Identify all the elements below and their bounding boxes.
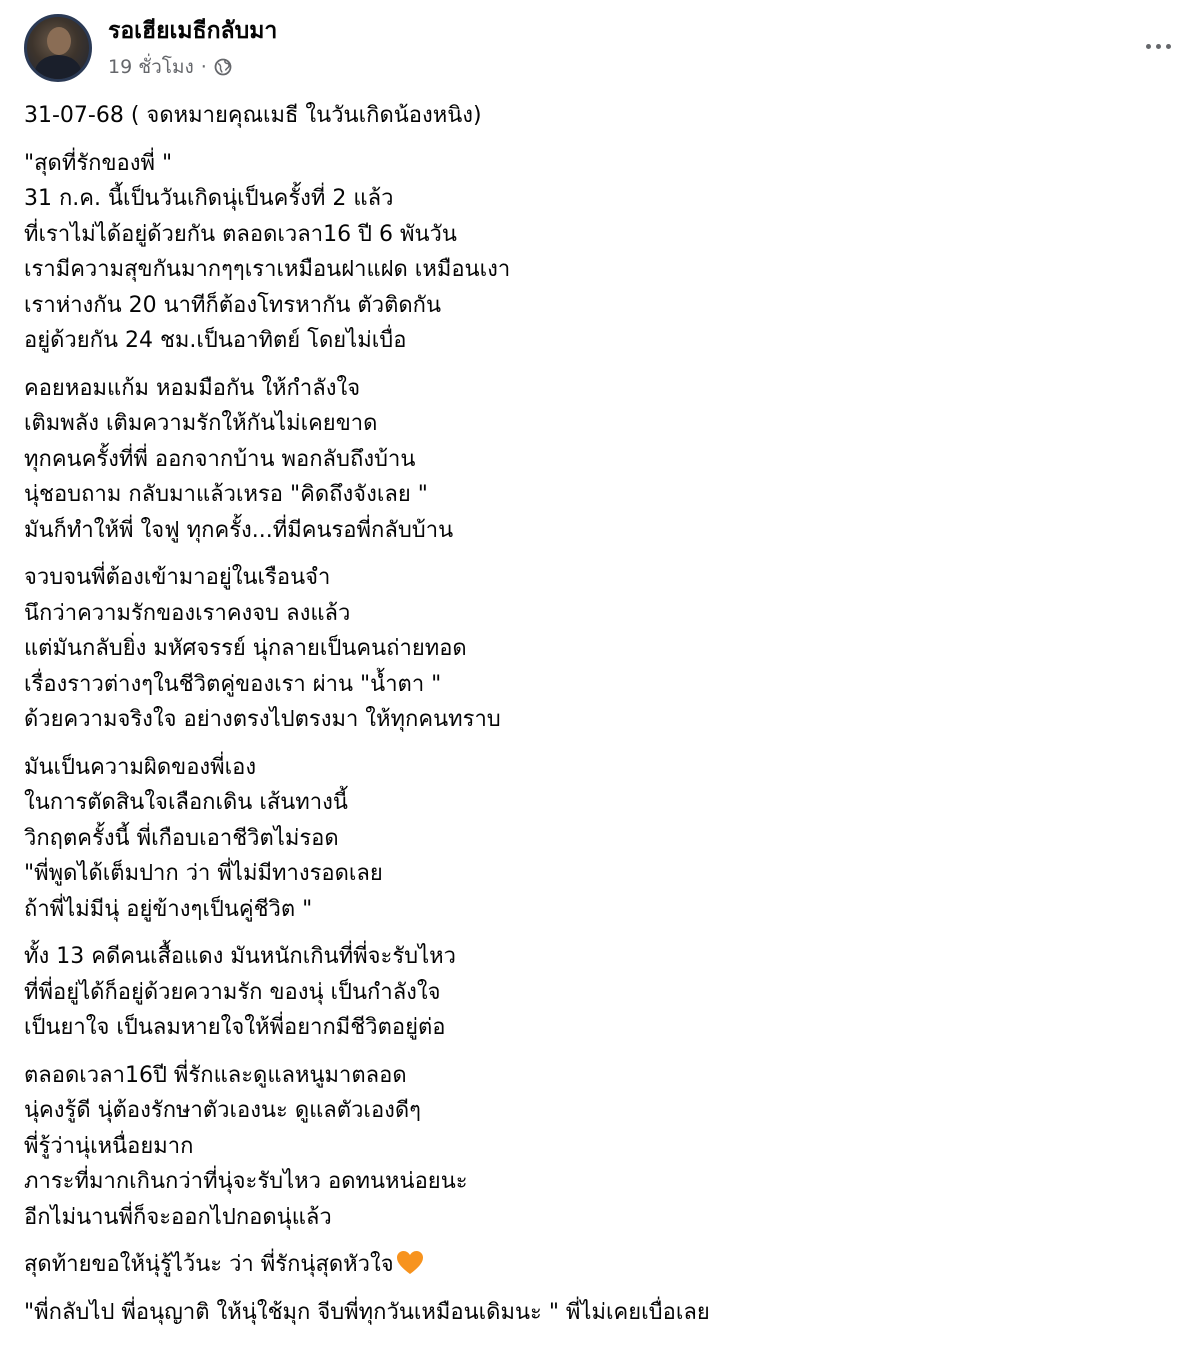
paragraph <box>24 750 1174 928</box>
more-dot <box>1146 44 1151 49</box>
text-line: ตลอดเวลา16ปี พี่รักและดูแลหนูมาตลอด <box>24 1062 407 1088</box>
text-line: ที่พี่อยู่ได้ก็อยู่ด้วยความรัก ของนุ่ เป็นกำลังใจ <box>24 979 441 1005</box>
post-date-line: 31-07-68 ( จดหมายคุณเมธี ในวันเกิดน้องหนิง) <box>24 103 482 128</box>
text-line: ด้วยความจริงใจ อย่างตรงไปตรงมา ให้ทุกคนทราบ <box>24 707 501 732</box>
avatar-head <box>47 27 71 55</box>
text-line: "พี่พูดได้เต็มปาก ว่า พี่ไม่มีทางรอดเลย <box>24 861 383 886</box>
text-line: นึกว่าความรักของเราคงจบ ลงแล้ว <box>24 600 351 626</box>
more-dot <box>1156 44 1161 49</box>
author-name[interactable]: รอเฮียเมธีกลับมา <box>108 18 278 44</box>
globe-icon[interactable] <box>214 58 232 76</box>
paragraph <box>24 1295 1174 1331</box>
post-timestamp[interactable]: 19 ชั่วโมง <box>108 56 194 78</box>
more-options-button[interactable] <box>1138 28 1178 64</box>
text-line: อีกไม่นานพี่ก็จะออกไปกอดนุ่แล้ว <box>24 1204 332 1230</box>
post-content <box>24 98 1174 1342</box>
paragraph <box>24 371 1174 549</box>
paragraph <box>24 1247 1174 1283</box>
paragraph <box>24 1058 1174 1236</box>
text-line: เป็นยาใจ เป็นลมหายใจให้พี่อยากมีชีวิตอยู่ต่อ <box>24 1015 446 1040</box>
text-line: แต่มันกลับยิ่ง มหัศจรรย์ นุ่กลายเป็นคนถ่ายทอด <box>24 636 467 661</box>
text-line: ที่เราไม่ได้อยู่ด้วยกัน ตลอดเวลา16 ปี 6 พันวัน <box>24 221 457 247</box>
text-line: เติมพลัง เติมความรักให้กันไม่เคยขาด <box>24 411 378 436</box>
text-line: เรื่องราวต่างๆในชีวิตคู่ของเรา ผ่าน "น้ำตา " <box>24 671 442 697</box>
final-line: "พี่กลับไป พี่อนุญาติ ให้นุ่ใช้มุก จีบพี่ทุกวันเหมือนเดิมนะ " พี่ไม่เคยเบื่อเลย <box>24 1299 710 1325</box>
text-line: วิกฤตครั้งนี้ พี่เกือบเอาชีวิตไม่รอด <box>24 825 339 851</box>
text-line: อยู่ด้วยกัน 24 ชม.เป็นอาทิตย์ โดยไม่เบื่อ <box>24 328 407 353</box>
text-line: จวบจนพี่ต้องเข้ามาอยู่ในเรือนจำ <box>24 565 331 590</box>
text-line: ในการตัดสินใจเลือกเดิน เส้นทางนี้ <box>24 790 348 815</box>
text-line: 31 ก.ค. นี้เป็นวันเกิดนุ่เป็นครั้งที่ 2 แล้ว <box>24 186 394 211</box>
avatar[interactable] <box>24 14 92 82</box>
text-line: นุ่คงรู้ดี นุ่ต้องรักษาตัวเองนะ ดูแลตัวเองดีๆ <box>24 1098 421 1123</box>
text-line: ถ้าพี่ไม่มีนุ่ อยู่ข้างๆเป็นคู่ชีวิต " <box>24 896 313 922</box>
closing-text: สุดท้ายขอให้นุ่รู้ไว้นะ ว่า พี่รักนุ่สุดหัวใจ <box>24 1252 394 1277</box>
more-dot <box>1166 44 1171 49</box>
orange-heart-icon <box>396 1250 424 1276</box>
avatar-shoulders <box>35 55 81 82</box>
text-line: พี่รู้ว่านุ่เหนื่อยมาก <box>24 1133 194 1159</box>
paragraph <box>24 560 1174 738</box>
meta-separator: · <box>200 56 207 78</box>
text-line: ภาระที่มากเกินกว่าที่นุ่จะรับไหว อดทนหน่อยนะ <box>24 1169 468 1194</box>
text-line: "สุดที่รักของพี่ " <box>24 150 173 176</box>
text-line: นุ่ชอบถาม กลับมาแล้วเหรอ "คิดถึงจังเลย " <box>24 482 428 507</box>
paragraph <box>24 939 1174 1046</box>
closing-line <box>24 1247 1174 1283</box>
text-line: เรามีความสุขกันมากๆๆเราเหมือนฝาแฝด เหมือนเงา <box>24 257 511 282</box>
text-line: ทั้ง 13 คดีคนเสื้อแดง มันหนักเกินที่พี่จะรับไหว <box>24 944 457 969</box>
text-line: มันเป็นความผิดของพี่เอง <box>24 754 257 780</box>
text-line: มันก็ทำให้พี่ ใจฟู ทุกครั้ง...ที่มีคนรอพี่กลับบ้าน <box>24 517 454 543</box>
text-line: คอยหอมแก้ม หอมมือกัน ให้กำลังใจ <box>24 375 361 401</box>
text-line: เราห่างกัน 20 นาทีก็ต้องโทรหากัน ตัวติดกัน <box>24 292 442 318</box>
text-line: ทุกคนครั้งที่พี่ ออกจากบ้าน พอกลับถึงบ้าน <box>24 446 416 472</box>
paragraph <box>24 146 1174 359</box>
post-meta <box>108 52 232 82</box>
